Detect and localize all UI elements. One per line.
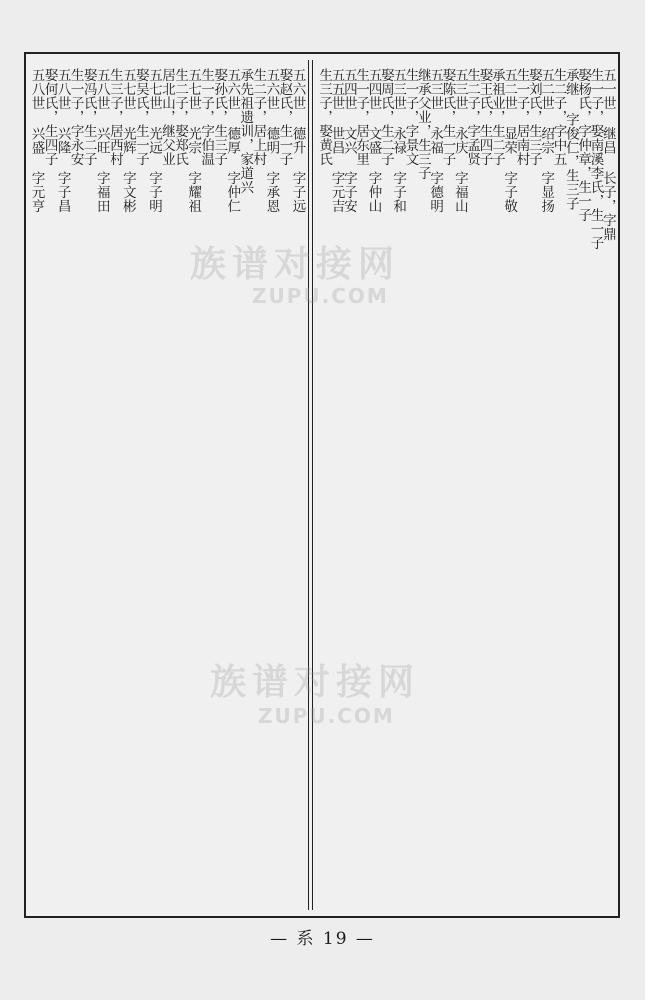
left-column: 生一子，字伯温 [198, 68, 215, 166]
left-column: 生二子，居上村 [250, 68, 267, 166]
right-column: 生三子，娶黄氏 [316, 68, 333, 166]
right-column: 生一子，字景文 [402, 68, 419, 166]
right-column: 继承父业，生三子 [414, 68, 431, 180]
right-column: 五四世 文兴 字子安 [340, 68, 357, 213]
left-column: 五六世 德升 字子远 [289, 68, 306, 213]
left-column: 娶冯氏，生二子 [80, 68, 97, 166]
left-column: 娶赵氏，生一子 [276, 68, 293, 166]
right-column: 娶刘氏，生三子 [525, 68, 542, 166]
left-column: 五八世 兴旺 字福田 [93, 68, 110, 213]
watermark-text: 族谱对接网 [210, 662, 421, 703]
left-column: 生一子，字永安 [67, 68, 84, 166]
left-column: 生二子，娶郑氏 [172, 68, 189, 166]
right-column: 娶陈氏，生一子 [439, 68, 456, 166]
right-column: 承祖业，生二子 [488, 68, 505, 166]
right-column: 五五世 世昌 字元吉 [328, 68, 345, 213]
center-divider [308, 60, 313, 910]
left-column: 五七世 光辉 字文彬 [119, 68, 136, 213]
watermark-url: ZUPU.COM [252, 284, 389, 308]
left-column: 五六世 德厚 字仲仁 [224, 68, 241, 213]
right-column: 生一子，居南村 [513, 68, 530, 166]
left-column: 五八世 兴盛 字元亨 [28, 68, 45, 213]
right-column: 五二世 显荣 字子敬 [501, 68, 518, 213]
right-column: 五三世 永庆 字福山 [451, 68, 468, 213]
left-column: 娶孙氏，生三子 [211, 68, 228, 166]
right-column: 五一世 继昌 长子，字鼎 [599, 68, 616, 241]
page-number: — 系 19 — [270, 929, 375, 949]
right-column: 娶杨氏，字仲章，生一子 [575, 68, 592, 222]
left-column: 居北山，继父业 [159, 68, 175, 166]
right-text-panel [318, 68, 614, 906]
right-column: 承继 字俊仁，生三子 [562, 68, 579, 211]
right-column: 生二子，字孟贤 [464, 68, 481, 166]
right-column: 五三世 永禄 字子和 [390, 68, 407, 213]
right-column: 生二子，字中五 [550, 68, 567, 166]
right-column: 娶周氏，生二子 [377, 68, 394, 166]
right-column: 生一子，娶南溪李氏，生一子 [587, 68, 604, 250]
left-column: 生三子，居西村 [106, 68, 123, 166]
watermark-url: ZUPU.COM [258, 704, 395, 728]
left-column: 娶吴氏，生一子 [132, 68, 149, 166]
watermark-text: 族谱对接网 [190, 244, 401, 285]
left-column: 承先祖遗训，家道兴 [237, 68, 254, 194]
left-column: 五六世 德明 字承恩 [263, 68, 280, 213]
left-text-panel [30, 68, 304, 906]
left-column: 娶何氏，生四子 [41, 68, 58, 166]
right-column: 五二世 绍宗 字显扬 [538, 68, 555, 213]
right-column: 五三世 永福 字德明 [427, 68, 444, 213]
left-column: 五八世 兴隆 字子昌 [54, 68, 71, 213]
right-column: 娶王氏，生四子 [476, 68, 493, 166]
left-column: 五七世 光宗 字耀祖 [185, 68, 202, 213]
right-column: 五四世 文盛 字仲山 [365, 68, 382, 213]
right-column: 生一子，居东里 [353, 68, 370, 166]
left-column: 五七世 光远 字子明 [145, 68, 162, 213]
